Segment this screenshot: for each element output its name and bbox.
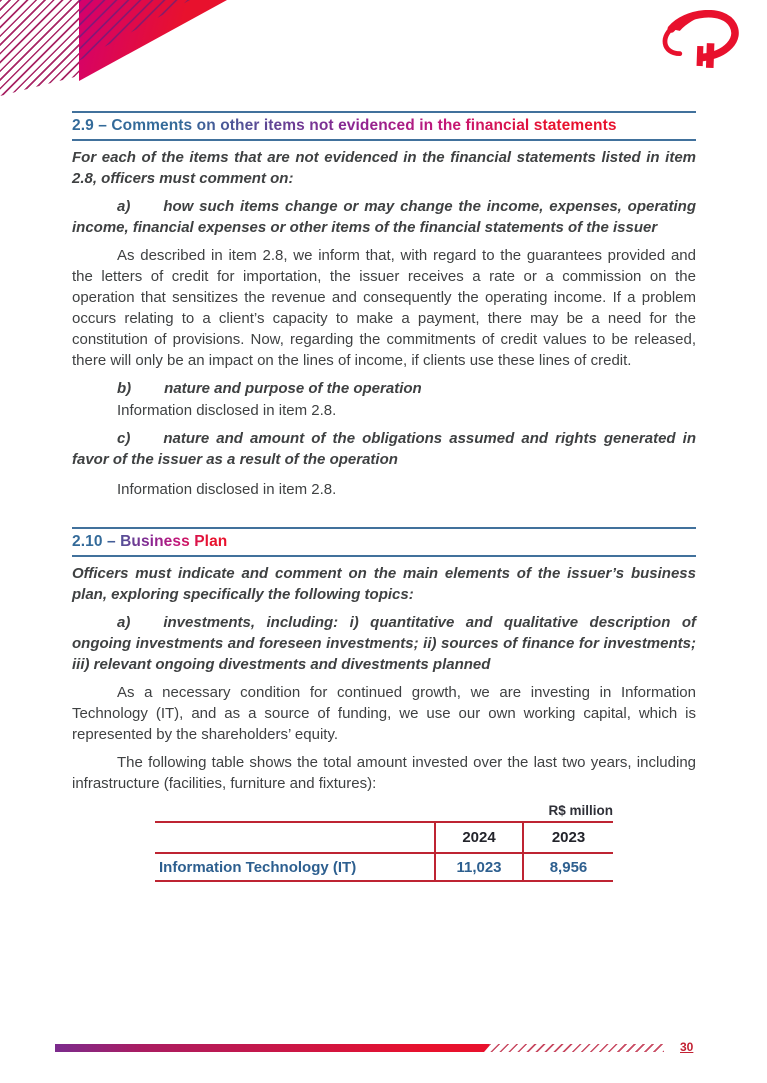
item-a-text: investments, including: i) quantitative and qualitative description of ongoing investments and foreseen investments; ii) sources of finance for investments; iii) relevant ongoing divestments and divestments planned	[72, 614, 696, 673]
section-2-9-header	[72, 111, 696, 141]
item-b-2-9	[72, 378, 696, 399]
section-2-10-paragraph-2: The following table shows the total amount invested over the last two years, including infrastructure (facilities, furniture and fixtures):	[72, 754, 696, 792]
item-b-text: nature and purpose of the operation	[164, 380, 422, 397]
section-2-10-lead: Officers must indicate and comment on the main elements of the issuer’s business plan, exploring specifically the following topics:	[72, 565, 696, 603]
table-cell-label: Information Technology (IT)	[155, 853, 435, 881]
section-2-9-lead: For each of the items that are not evidenced in the financial statements listed in item 2.8, officers must comment on:	[72, 149, 696, 187]
corner-hatch-pattern	[0, 0, 80, 97]
section-2-10-header	[72, 527, 696, 557]
item-a-2-9	[72, 196, 696, 238]
item-b-label: b)	[117, 380, 132, 397]
investments-table-block	[155, 803, 613, 882]
page-number[interactable]: 30	[680, 1040, 694, 1054]
corner-triangle-decoration	[79, 0, 227, 81]
item-c-text: nature and amount of the obligations assumed and rights generated in favor of the issuer as a result of the operation	[72, 430, 696, 468]
table-header-row	[155, 822, 613, 853]
table-header-empty	[155, 822, 435, 853]
table-row	[155, 853, 613, 881]
section-2-9-title: 2.9 – Comments on other items not evidenced in the financial statements	[72, 117, 617, 134]
bradesco-logo-icon	[647, 10, 743, 84]
section-2-9-paragraph: As described in item 2.8, we inform that, with regard to the guarantees provided and the letters of credit for importation, the issuer receives a rate or a commission on the operation that sensitizes the revenue and consequently the operating income. If a problem occurs relating to a client’s capacity to make a payment, there may be a need for the constitution of provisions. Now, regarding the commitments of credit values to be released, there will only be an impact on the lines of income, if clients use these lines of credit.	[72, 247, 696, 369]
footer-gradient-bar	[55, 1044, 491, 1052]
table-unit-label: R$ million	[548, 803, 613, 818]
section-2-10-paragraph-1: As a necessary condition for continued growth, we are investing in Information Technology (IT), and as a source of funding, we use our own working capital, which is represented by the shareholders’ equity.	[72, 684, 696, 743]
item-c-2-9	[72, 428, 696, 470]
investments-table	[155, 821, 613, 882]
item-a-2-10	[72, 612, 696, 675]
footer-hatch-pattern	[489, 1044, 664, 1052]
table-cell-2024: 11,023	[435, 853, 523, 881]
table-cell-2023: 8,956	[523, 853, 613, 881]
section-2-10-title: 2.10 – Business Plan	[72, 533, 228, 550]
table-header-2023: 2023	[523, 822, 613, 853]
item-a-text: how such items change or may change the income, expenses, operating income, financial expenses or other items of the financial statements of the issuer	[72, 198, 696, 236]
item-b-answer: Information disclosed in item 2.8.	[117, 402, 337, 419]
item-a-label: a)	[117, 198, 131, 215]
page-content	[72, 111, 696, 882]
item-a-label: a)	[117, 614, 131, 631]
table-header-2024: 2024	[435, 822, 523, 853]
item-c-label: c)	[117, 430, 131, 447]
item-c-answer: Information disclosed in item 2.8.	[117, 481, 337, 498]
